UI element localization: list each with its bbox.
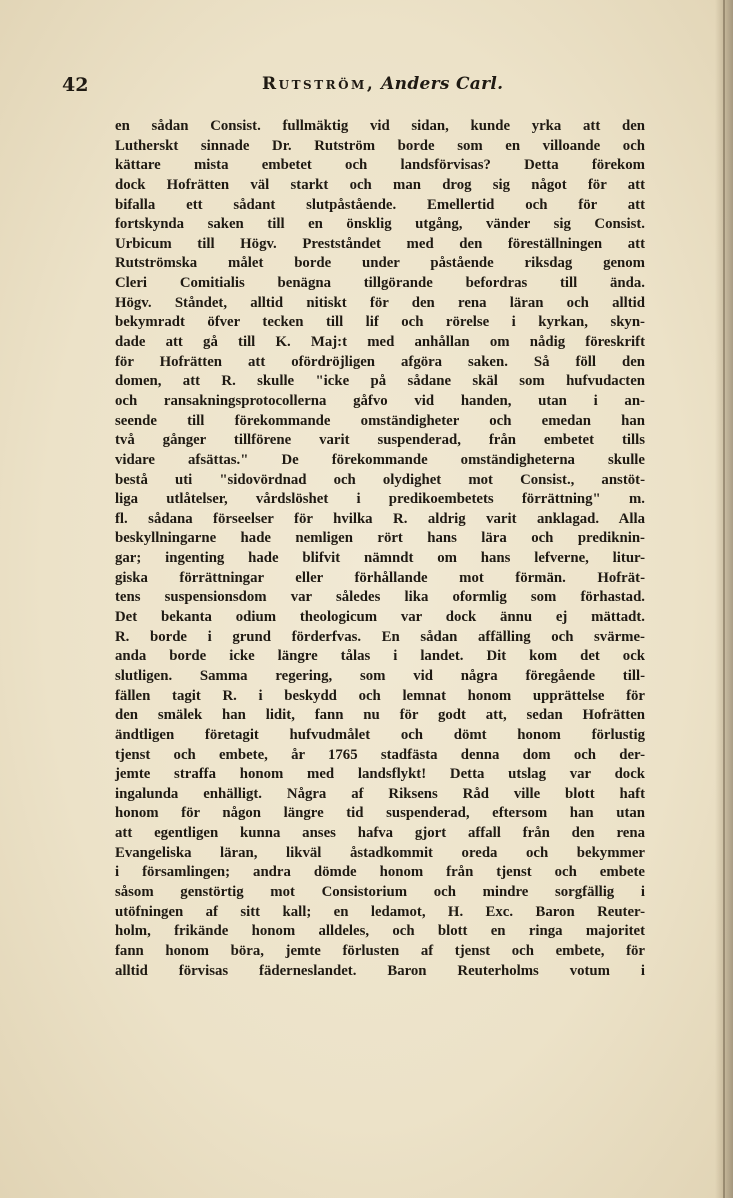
text-line: ändtligen företagit hufvudmålet och dömt honom förlustig — [115, 726, 645, 743]
running-head-surname: Rutström, — [262, 74, 376, 94]
text-line: seende till förekommande omständigheter och emedan han — [115, 412, 645, 429]
body-text — [115, 117, 645, 981]
text-line: såsom genstörtig mot Consistorium och mindre sorgfällig i — [115, 883, 645, 900]
text-line: att egentligen kunna anses hafva gjort affall från den rena — [115, 825, 645, 842]
text-line: gar; ingenting hade blifvit nämndt om hans lefverne, litur- — [115, 550, 645, 567]
page-header — [62, 74, 682, 104]
running-head-given-names: Anders Carl. — [381, 74, 504, 94]
text-line: fann honom böra, jemte förlusten af tjenst och embete, för — [115, 942, 645, 959]
text-line: Högv. Ståndet, alltid nitiskt för den rena läran och alltid — [115, 294, 645, 311]
text-line: för Hofrätten att ofördröjligen afgöra saken. Så föll den — [115, 353, 645, 370]
text-line: en sådan Consist. fullmäktig vid sidan, kunde yrka att den — [115, 118, 645, 134]
text-line: domen, att R. skulle "icke på sådane skäl som hufvudacten — [115, 373, 645, 390]
text-line: liga utlåtelser, vårdslöshet i predikoembetets förrättning" m. — [115, 491, 645, 508]
text-line: R. borde i grund förderfvas. En sådan affälling och svärme- — [115, 628, 645, 645]
running-head — [262, 74, 503, 94]
text-line: bekymradt öfver tecken till lif och rörelse i kyrkan, skyn- — [115, 314, 645, 331]
text-line: dock Hofrätten väl starkt och man drog sig något för att — [115, 176, 645, 193]
text-line: fällen tagit R. i beskydd och lemnat honom upprättelse för — [115, 687, 645, 704]
text-line: giska förrättningar eller förhållande mot förmän. Hofrät- — [115, 569, 645, 586]
text-line: i församlingen; andra dömde honom från tjenst och embete — [115, 864, 645, 881]
text-line: ingalunda enhälligt. Några af Riksens Råd ville blott haft — [115, 785, 645, 802]
text-line: tjenst och embete, år 1765 stadfästa denna dom och der- — [115, 746, 645, 763]
text-line: och ransakningsprotocollerna gåfvo vid handen, utan i an- — [115, 392, 645, 409]
text-line: utöfningen af sitt kall; en ledamot, H. Exc. Baron Reuter- — [115, 903, 645, 920]
text-line: fortskynda saken till en önsklig utgång, vänder sig Consist. — [115, 216, 645, 233]
text-line: bifalla ett sådant slutpåstående. Emellertid och för att — [115, 196, 645, 213]
text-line: holm, frikände honom alldeles, och blott en ringa majoritet — [115, 923, 645, 940]
page-edge-line — [723, 0, 725, 1198]
text-line: Rutströmska målet borde under påstående riksdag genom — [115, 255, 645, 272]
text-line: Evangeliska läran, likväl åstadkommit oreda och bekymmer — [115, 844, 645, 861]
text-line: fl. sådana förseelser för hvilka R. aldrig varit anklagad. Alla — [115, 510, 645, 527]
text-line: beskyllningarne hade nemligen rört hans lära och prediknin- — [115, 530, 645, 547]
text-line: jemte straffa honom med landsflykt! Detta utslag var dock — [115, 766, 645, 783]
text-line: två gånger tillförene varit suspenderad, från embetet tills — [115, 432, 645, 449]
text-line: slutligen. Samma regering, som vid några föregående till- — [115, 667, 645, 684]
text-line: alltid förvisas fäderneslandet. Baron Reuterholms votum i — [115, 962, 645, 979]
page-number: 42 — [62, 74, 89, 96]
text-line: anda borde icke längre tålas i landet. Dit kom det ock — [115, 648, 645, 665]
text-line: kättare mista embetet och landsförvisas? Detta förekom — [115, 157, 645, 174]
text-line: Det bekanta odium theologicum var dock ännu ej mättadt. — [115, 609, 645, 626]
text-line: vidare afsättas." De förekommande omständigheterna skulle — [115, 451, 645, 468]
text-line: Lutherskt sinnade Dr. Rutström borde som en villoande och — [115, 137, 645, 154]
text-line: bestå uti "sidovördnad och olydighet mot Consist., anstöt- — [115, 471, 645, 488]
text-line: Urbicum till Högv. Prestståndet med den föreställningen att — [115, 235, 645, 252]
text-line: tens suspensionsdom var således lika oformlig som förhastad. — [115, 589, 645, 606]
text-line: Cleri Comitialis benägna tillgörande befordras till ända. — [115, 275, 645, 292]
text-line: dade att gå till K. Maj:t med anhållan om nådig föreskrift — [115, 334, 645, 351]
text-line: honom för någon längre tid suspenderad, eftersom han utan — [115, 805, 645, 822]
text-line: den smälek han lidit, fann nu för godt att, sedan Hofrätten — [115, 707, 645, 724]
